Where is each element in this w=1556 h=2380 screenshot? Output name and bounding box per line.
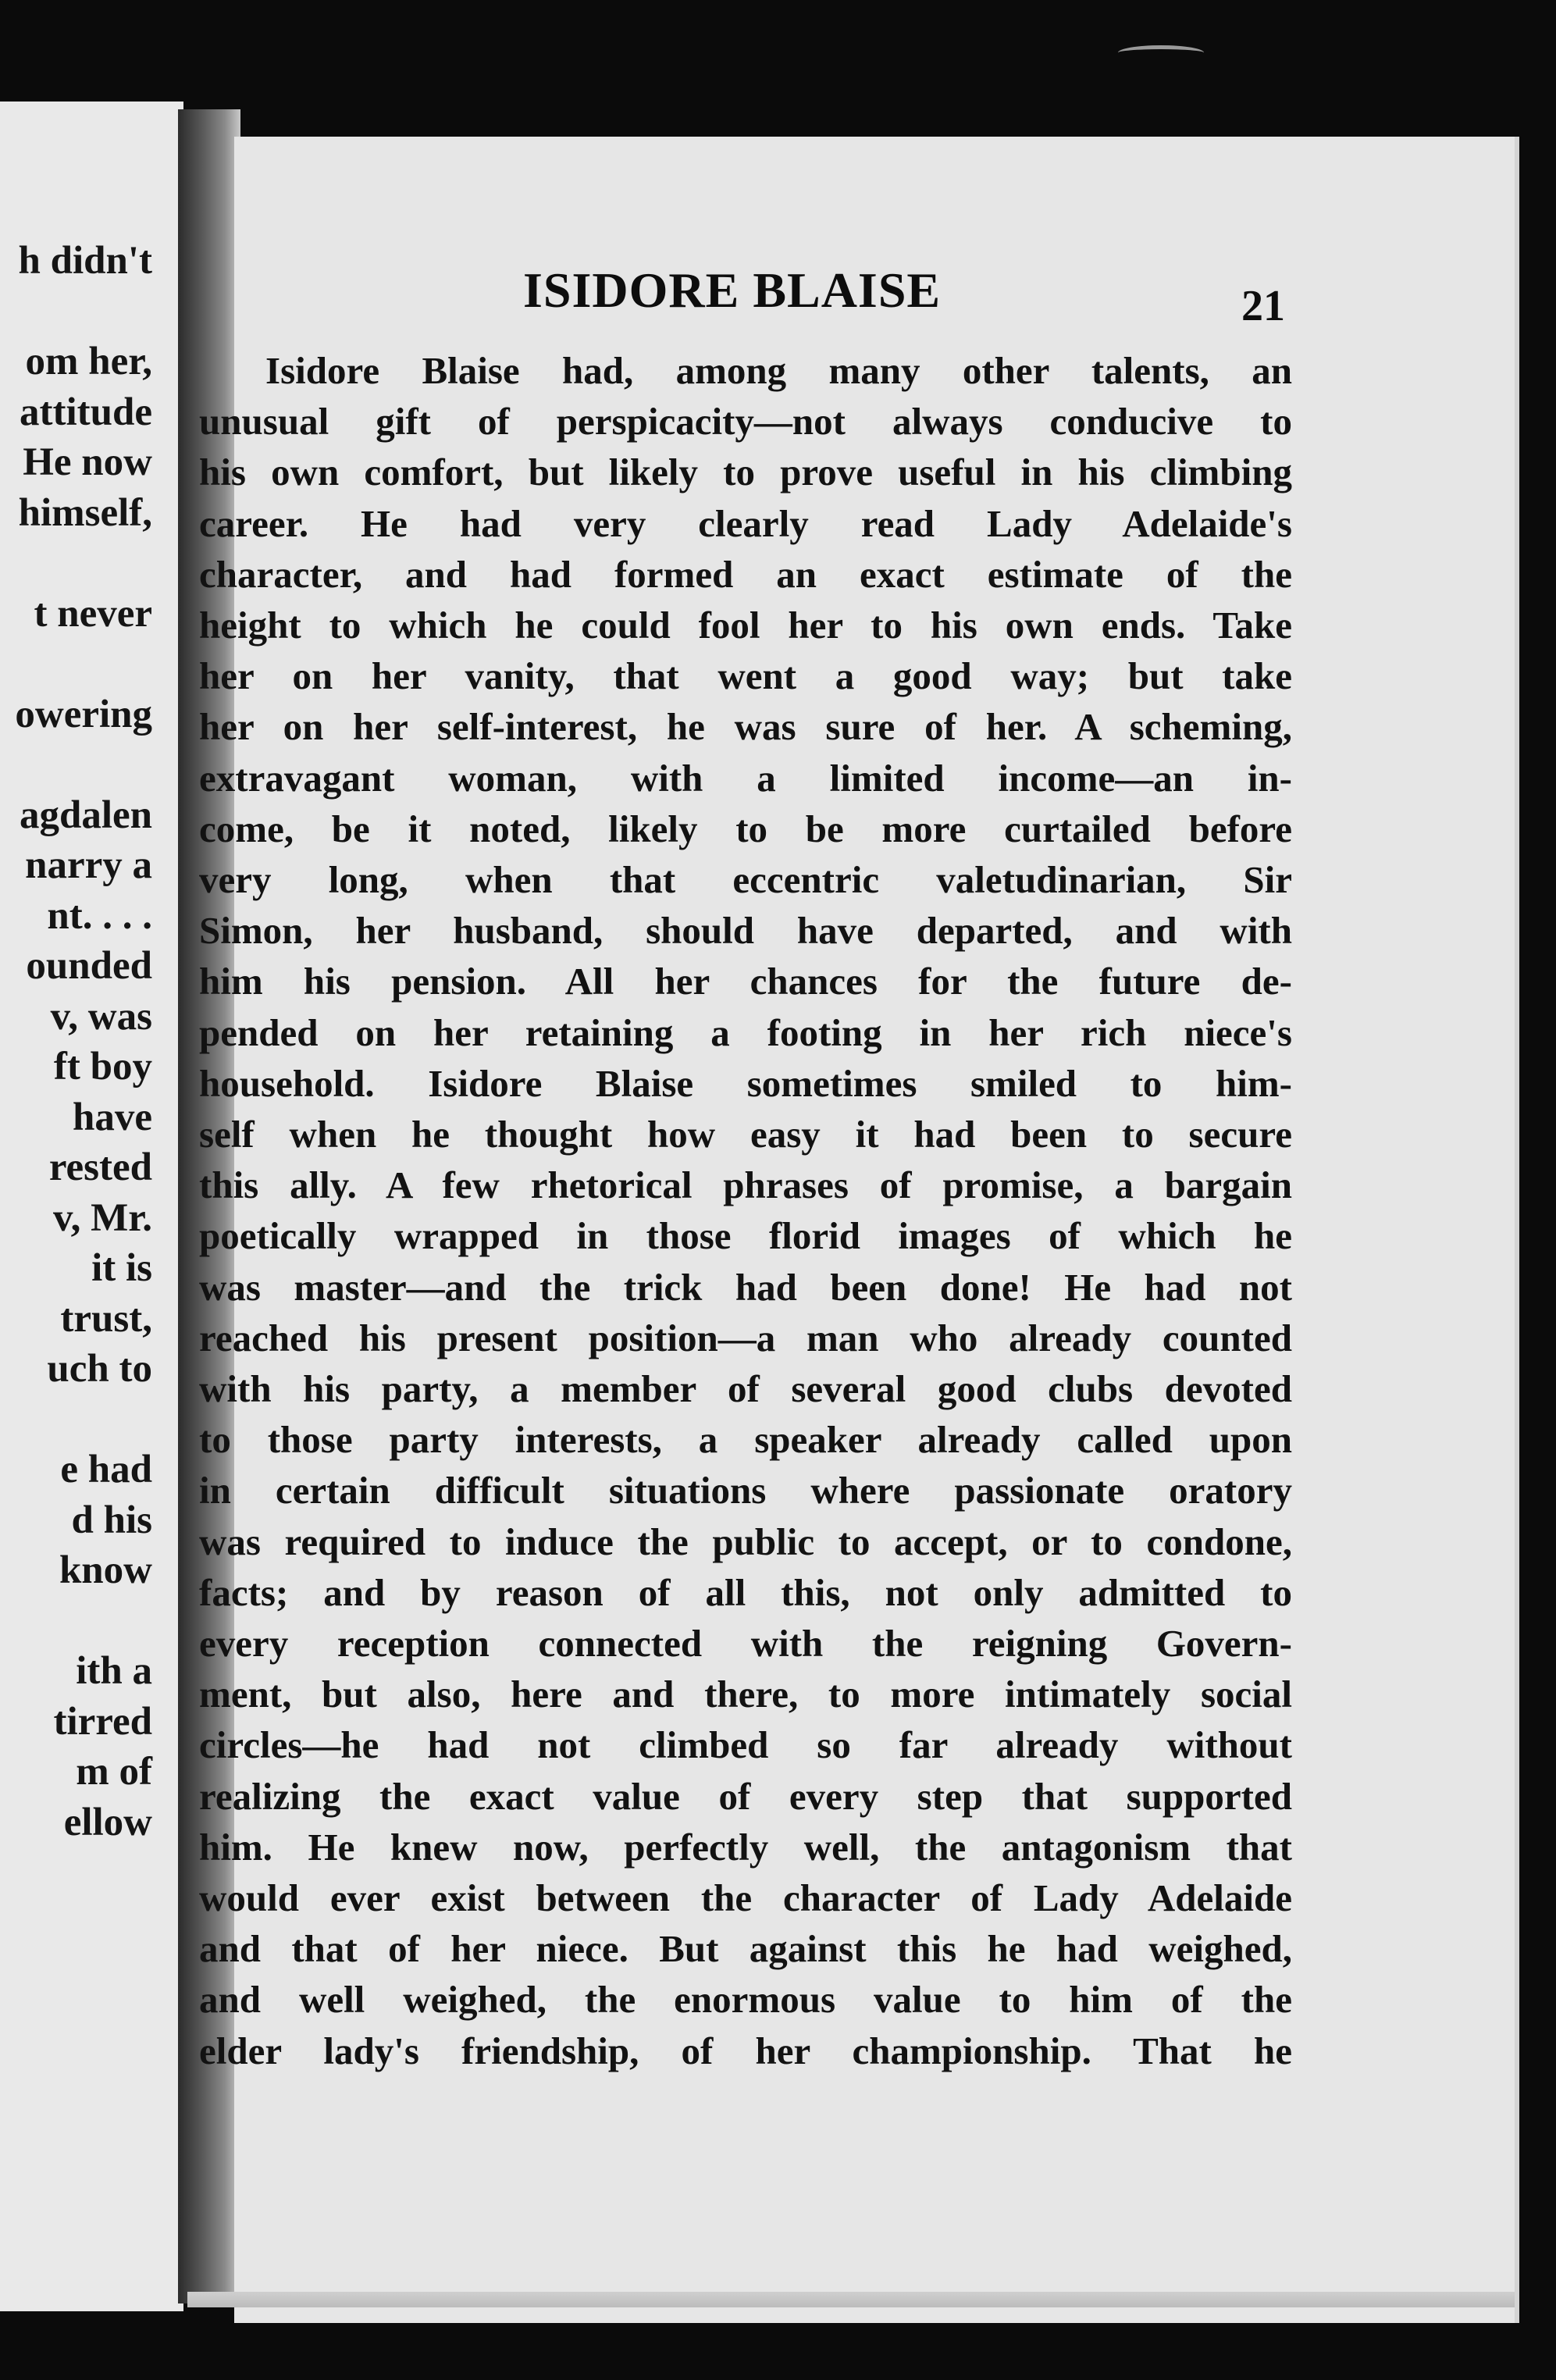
- left-page-line: himself,: [18, 490, 152, 535]
- text-line: realizing the exact value of every step that supported: [199, 1774, 1292, 1818]
- text-line: pended on her retaining a footing in her rich niece's: [199, 1010, 1292, 1054]
- left-page-line: owering: [15, 692, 152, 736]
- text-line: and well weighed, the enormous value to him of the: [199, 1978, 1292, 2022]
- text-line: household. Isidore Blaise sometimes smiled to him-: [199, 1061, 1292, 1105]
- text-line: career. He had very clearly read Lady Adelaide's: [199, 501, 1292, 545]
- left-page-line: e had: [60, 1448, 152, 1491]
- text-line: Isidore Blaise had, among many other talents, an: [265, 349, 1292, 392]
- text-line: extravagant woman, with a limited income—an in-: [199, 756, 1292, 800]
- text-line: him. He knew now, perfectly well, the antagonism that: [199, 1825, 1292, 1869]
- left-page: [0, 102, 183, 2311]
- left-page-line: tirred: [53, 1699, 152, 1744]
- text-line: his own comfort, but likely to prove useful in his climbing: [199, 451, 1292, 494]
- left-page-line: t never: [34, 591, 152, 636]
- left-page-line: ellow: [63, 1800, 152, 1844]
- text-line: poetically wrapped in those florid images of which he: [199, 1214, 1292, 1258]
- left-page-line: m of: [76, 1750, 152, 1794]
- text-line: him his pension. All her chances for the future de-: [199, 960, 1292, 1003]
- left-page-line: attitude: [20, 390, 152, 434]
- left-page-line: rested: [48, 1145, 152, 1189]
- left-page-line: have: [73, 1095, 152, 1139]
- left-page-line: know: [59, 1548, 152, 1592]
- left-page-line: v, Mr.: [52, 1195, 152, 1240]
- text-line: unusual gift of perspicacity—not always conducive to: [199, 400, 1292, 444]
- left-page-line: narry a: [25, 843, 152, 887]
- text-line: with his party, a member of several good clubs devoted: [199, 1367, 1292, 1410]
- page-number: 21: [1241, 282, 1285, 330]
- page-bottom-edge: [187, 2292, 1515, 2307]
- text-line: ment, but also, here and there, to more intimately social: [199, 1673, 1292, 1716]
- left-page-line: He now: [23, 440, 152, 484]
- text-line: this ally. A few rhetorical phrases of promise, a bargain: [199, 1163, 1292, 1207]
- text-line: Simon, her husband, should have departed, and with: [199, 909, 1292, 953]
- left-page-line: om her,: [25, 340, 152, 383]
- text-line: elder lady's friendship, of her championship. That he: [199, 2029, 1292, 2072]
- text-line: reached his present position—a man who already counted: [199, 1316, 1292, 1359]
- left-page-line: h didn't: [18, 239, 152, 283]
- left-page-line: nt. . . .: [47, 893, 152, 938]
- text-line: was required to induce the public to accept, or to condone,: [199, 1520, 1292, 1563]
- left-page-line: agdalen: [19, 793, 152, 837]
- left-page-line: v, was: [50, 994, 152, 1039]
- left-page-line: uch to: [47, 1347, 152, 1391]
- text-line: would ever exist between the character of Lady Adelaide: [199, 1876, 1292, 1919]
- left-page-line: d his: [71, 1498, 152, 1542]
- text-line: facts; and by reason of all this, not only admitted to: [199, 1570, 1292, 1614]
- text-line: come, be it noted, likely to be more curtailed before: [199, 807, 1292, 850]
- text-line: her on her self-interest, he was sure of her. A scheming,: [199, 705, 1292, 749]
- running-head: ISIDORE BLAISE: [523, 262, 942, 318]
- text-line: circles—he had not climbed so far already without: [199, 1723, 1292, 1767]
- text-line: self when he thought how easy it had been to secure: [199, 1113, 1292, 1156]
- left-page-line: trust,: [60, 1296, 152, 1341]
- left-page-line: ith a: [76, 1649, 152, 1693]
- text-line: character, and had formed an exact estimate of the: [199, 552, 1292, 596]
- text-line: in certain difficult situations where passionate oratory: [199, 1469, 1292, 1512]
- scan-artifact: [1118, 45, 1204, 60]
- text-line: her on her vanity, that went a good way; but take: [199, 654, 1292, 698]
- left-page-line: ounded: [26, 944, 152, 988]
- left-page-line: it is: [91, 1246, 152, 1290]
- text-line: very long, when that eccentric valetudinarian, Sir: [199, 858, 1292, 901]
- text-line: and that of her niece. But against this he had weighed,: [199, 1927, 1292, 1971]
- text-line: every reception connected with the reigning Govern-: [199, 1622, 1292, 1665]
- left-page-line: ft boy: [53, 1045, 152, 1088]
- text-line: height to which he could fool her to his own ends. Take: [199, 604, 1292, 647]
- text-line: to those party interests, a speaker already called upon: [199, 1418, 1292, 1462]
- text-line: was master—and the trick had been done! He had not: [199, 1265, 1292, 1309]
